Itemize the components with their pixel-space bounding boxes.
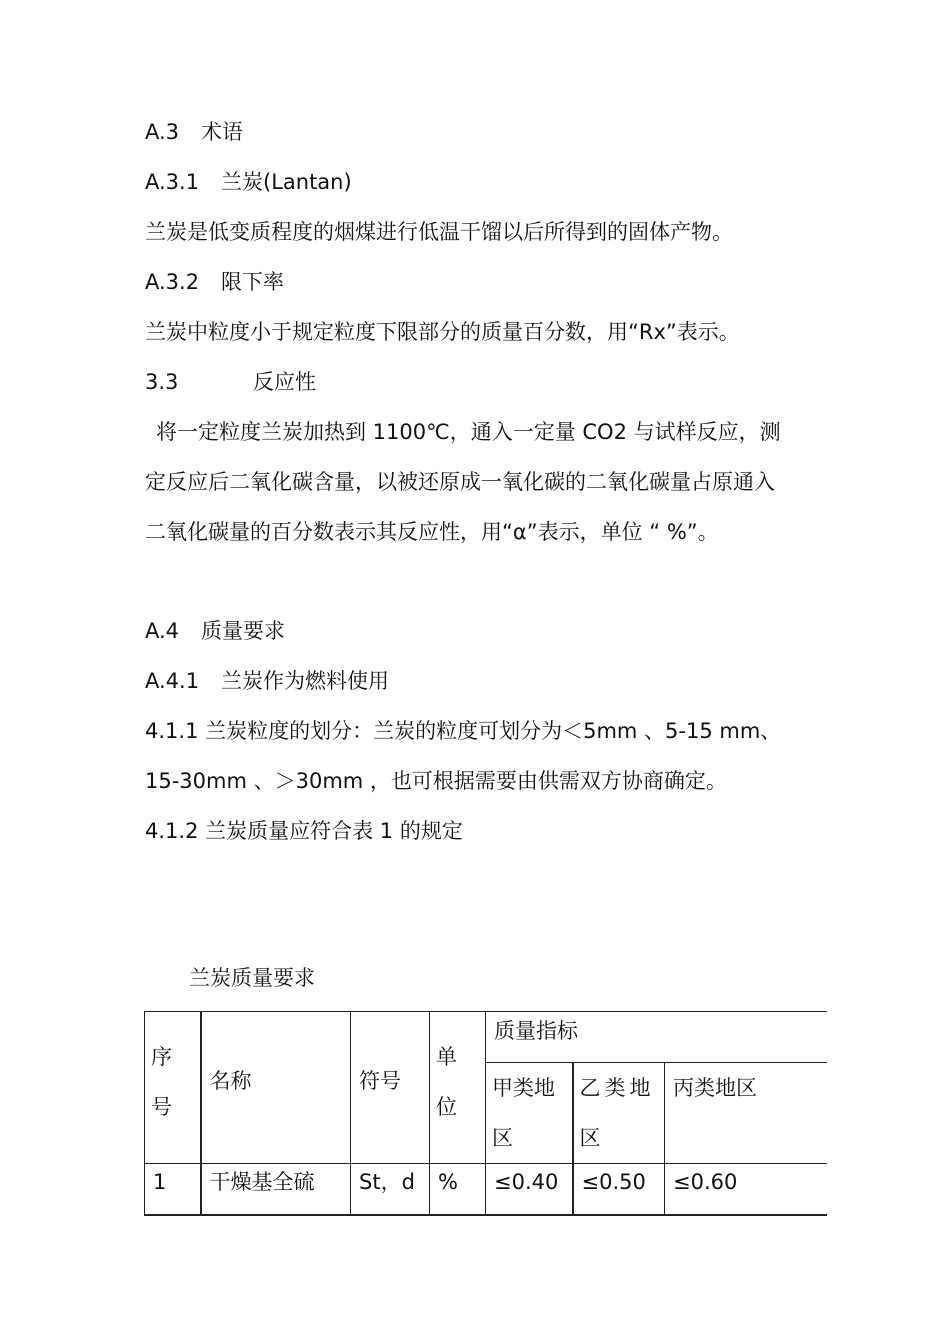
- table-caption: 兰炭质量要求: [189, 966, 315, 990]
- paragraph-size-classes-line1: 4.1.1 兰炭粒度的划分：兰炭的粒度可划分为＜5mm 、5-15 mm、: [145, 719, 782, 743]
- cell-unit: [430, 1164, 486, 1216]
- heading-33: [145, 367, 316, 397]
- cell-name-value: 干燥基全硫: [209, 1170, 315, 1194]
- section-title: 反应性: [253, 370, 316, 394]
- header-region-a: [486, 1063, 573, 1164]
- heading-a41: [145, 666, 389, 696]
- header-region-a-label: 甲类地区: [492, 1076, 555, 1150]
- cell-index-value: 1: [153, 1170, 167, 1194]
- header-unit: [430, 1012, 486, 1164]
- section-number: 3.3: [145, 370, 179, 394]
- cell-symbol-value: St，d: [359, 1170, 415, 1194]
- header-region-c: [665, 1063, 827, 1164]
- cell-name: [201, 1164, 351, 1216]
- paragraph-reactivity-line3: 二氧化碳量的百分数表示其反应性，用“α”表示，单位 “ %”。: [145, 520, 719, 544]
- paragraph-size-classes-line2: 15-30mm 、＞30mm ，也可根据需要由供需双方协商确定。: [145, 769, 727, 793]
- header-name: [201, 1012, 351, 1164]
- quality-table: [144, 1011, 827, 1216]
- heading-a32: [145, 267, 284, 297]
- cell-region-c: [665, 1164, 827, 1216]
- paragraph-definition-rx: 兰炭中粒度小于规定粒度下限部分的质量百分数，用“Rx”表示。: [145, 320, 740, 344]
- cell-symbol: [351, 1164, 430, 1216]
- cell-region-a-value: ≤0.40: [494, 1170, 559, 1194]
- header-symbol-label: 符号: [359, 1069, 401, 1093]
- header-index-label: 序号: [151, 1045, 172, 1119]
- section-number: A.4: [145, 619, 180, 643]
- section-title: 兰炭(Lantan): [221, 170, 352, 194]
- section-title: 质量要求: [201, 619, 285, 643]
- header-quality-label: 质量指标: [494, 1019, 578, 1043]
- cell-region-a: [486, 1164, 573, 1216]
- paragraph-definition-lantan: 兰炭是低变质程度的烟煤进行低温干馏以后所得到的固体产物。: [145, 220, 733, 244]
- header-region-c-label: 丙类地区: [673, 1076, 757, 1100]
- section-number: A.3.1: [145, 170, 200, 194]
- header-region-b: [573, 1063, 665, 1164]
- heading-a3: [145, 117, 243, 147]
- section-number: A.4.1: [145, 669, 200, 693]
- section-title: 兰炭作为燃料使用: [221, 669, 389, 693]
- section-number: A.3.2: [145, 270, 200, 294]
- cell-region-b-value: ≤0.50: [581, 1170, 646, 1194]
- cell-index: [145, 1164, 201, 1216]
- header-symbol: [351, 1012, 430, 1164]
- heading-a4: [145, 616, 285, 646]
- header-quality: [486, 1012, 827, 1063]
- table-row: [145, 1164, 827, 1216]
- heading-a31: [145, 167, 352, 197]
- paragraph-reactivity-line1: 将一定粒度兰炭加热到 1100℃，通入一定量 CO2 与试样反应，测: [156, 420, 781, 444]
- section-number: A.3: [145, 120, 180, 144]
- cell-region-b: [573, 1164, 665, 1216]
- section-title: 限下率: [221, 270, 284, 294]
- section-title: 术语: [201, 120, 243, 144]
- paragraph-reactivity-line2: 定反应后二氧化碳含量，以被还原成一氧化碳的二氧化碳量占原通入: [145, 470, 775, 494]
- header-unit-label: 单位: [436, 1045, 457, 1119]
- header-name-label: 名称: [209, 1069, 252, 1093]
- header-index: [145, 1012, 201, 1164]
- header-region-b-label: 乙类地区: [579, 1076, 655, 1150]
- cell-region-c-value: ≤0.60: [673, 1170, 738, 1194]
- cell-unit-value: %: [438, 1170, 458, 1194]
- paragraph-table-reference: 4.1.2 兰炭质量应符合表 1 的规定: [145, 819, 463, 843]
